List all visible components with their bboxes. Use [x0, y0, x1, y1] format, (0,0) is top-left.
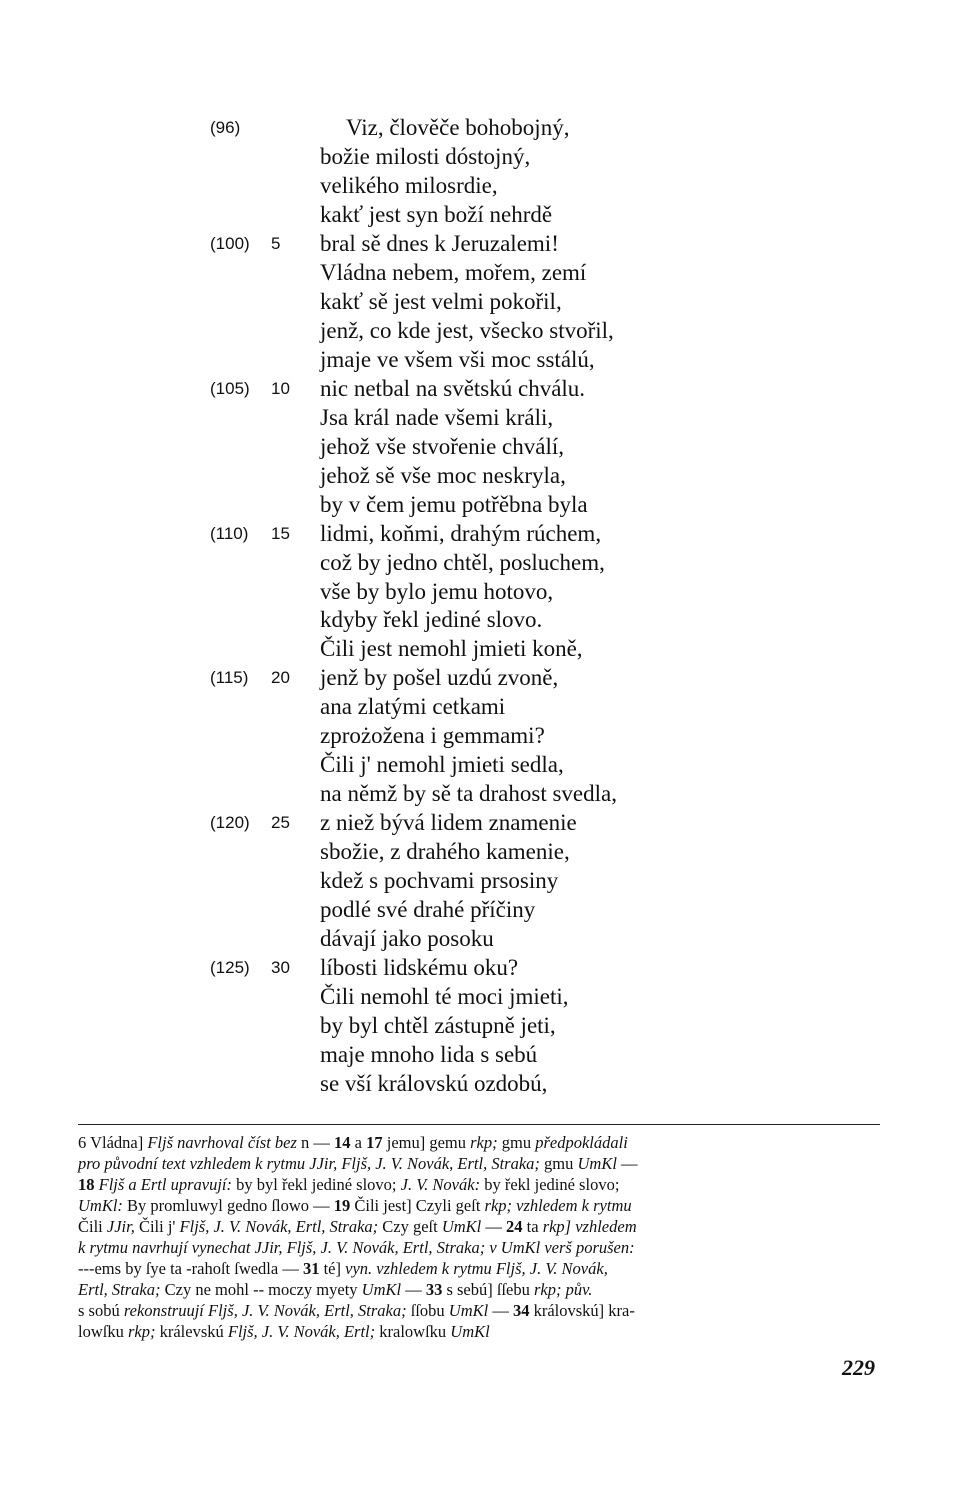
- edition-line-number: 5: [271, 233, 281, 253]
- footnote-segment: 14: [334, 1133, 351, 1152]
- footnote-segment: rkp; pův.: [534, 1280, 593, 1299]
- verse-text: zprożožena i gemmami?: [320, 723, 545, 749]
- footnote-segment: —: [616, 1154, 638, 1173]
- verse-text: jmaje ve všem vši moc sstálú,: [320, 346, 595, 372]
- verse-text: kdež s pochvami prsosiny: [320, 868, 559, 894]
- verse-line: [0, 462, 960, 491]
- footnote-segment: Čili jest] Czyli geſt: [350, 1196, 485, 1215]
- footnote-segment: 19: [333, 1196, 351, 1215]
- verse-text: podlé své drahé příčiny: [320, 897, 536, 923]
- footnote-segment: ---ems by ſye ta -rahoſt ſwedla —: [78, 1259, 303, 1278]
- footnote-segment: Czy geſt: [382, 1217, 442, 1236]
- verse-line: [0, 346, 960, 375]
- footnote-segment: královskú] kra-: [529, 1301, 635, 1320]
- footnote-segment: n —: [301, 1133, 335, 1152]
- verse-text: vše by bylo jemu hotovo,: [320, 578, 554, 604]
- verse-text: by v čem jemu potřěbna byla: [320, 491, 588, 517]
- footnote-segment: UmKl: [441, 1217, 482, 1236]
- footnote-segment: lowſku: [78, 1322, 128, 1341]
- footnote-segment: pro původní text vzhledem k rytmu JJir, Fljš, J. V. Novák, Ertl, Straka;: [78, 1154, 545, 1173]
- verse-line: [0, 578, 960, 607]
- verse-text: jehož vše stvořenie chválí,: [320, 433, 564, 459]
- footnote-segment: rkp;: [470, 1133, 502, 1152]
- verse-text: na němž by sě ta drahost svedla,: [320, 781, 617, 807]
- footnote-line: [78, 1132, 898, 1153]
- verse-line: [0, 433, 960, 462]
- verse-line: [0, 404, 960, 433]
- footnote-segment: 24: [506, 1217, 523, 1236]
- footnote-line: [78, 1174, 898, 1195]
- footnote-line: [78, 1216, 898, 1237]
- footnote-segment: té]: [319, 1259, 346, 1278]
- verse-line: [0, 896, 960, 925]
- footnote-segment: a: [350, 1133, 367, 1152]
- original-line-number: (120): [210, 813, 250, 833]
- original-line-number: (115): [210, 668, 249, 688]
- verse-text: Jsa král nade všemi králi,: [320, 404, 554, 430]
- verse-line: [0, 520, 960, 549]
- original-line-number: (100): [210, 233, 250, 253]
- footnote-segment: gmu: [501, 1133, 536, 1152]
- footnote-segment: Fljš, J. V. Novák, Ertl, Straka;: [179, 1217, 383, 1236]
- footnote-line: [78, 1237, 898, 1258]
- footnote-segment: králevskú: [159, 1322, 228, 1341]
- footnote-segment: 17: [366, 1133, 383, 1152]
- verse-text: božie milosti dóstojný,: [320, 143, 531, 169]
- footnote-line: [78, 1300, 898, 1321]
- verse-line: [0, 693, 960, 722]
- footnote-segment: rkp; vzhledem k rytmu: [484, 1196, 632, 1215]
- verse-text: bral sě dnes k Jeruzalemi!: [320, 230, 559, 256]
- verse-text: ana zlatými cetkami: [320, 694, 506, 720]
- verse-text: kdyby řekl jediné slovo.: [320, 607, 543, 633]
- footnote-segment: J. V. Novák:: [400, 1175, 485, 1194]
- verse-line: [0, 606, 960, 635]
- verse-text: jenž by pošel uzdú zvoně,: [320, 665, 559, 691]
- footnote-line: [78, 1279, 898, 1300]
- verse-line: [0, 1070, 960, 1099]
- edition-line-number: 25: [271, 813, 290, 833]
- footnote-segment: gmu: [544, 1154, 578, 1173]
- verse-text: z niež bývá lidem znamenie: [320, 810, 577, 836]
- footnote-segment: JJir,: [106, 1217, 139, 1236]
- verse-line: [0, 722, 960, 751]
- verse-text: dávají jako posoku: [320, 926, 494, 952]
- verse-text: líbosti lidskému oku?: [320, 955, 519, 981]
- footnote-segment: 31: [302, 1259, 320, 1278]
- verse-text: Viz, člověče bohobojný,: [346, 115, 570, 140]
- verse-text: maje mnoho lida s sebú: [320, 1042, 538, 1067]
- edition-line-number: 30: [271, 958, 290, 978]
- footnote-segment: Fljš navrhoval číst bez: [147, 1133, 302, 1152]
- verse-line: [0, 1012, 960, 1041]
- footnote-line: [78, 1153, 898, 1174]
- footnote-segment: ſſobu: [410, 1301, 449, 1320]
- verse-line: [0, 375, 960, 404]
- verse-text: by byl chtěl zástupně jeti,: [320, 1013, 556, 1039]
- footnote-segment: s sebú] ſſebu: [442, 1280, 534, 1299]
- footnote-segment: k rytmu navrhují vynechat JJir, Fljš, J. V. Novák, Ertl, Straka; v UmKl verš porušen:: [78, 1238, 635, 1257]
- verse-text: jenž, co kde jest, všecko stvořil,: [320, 317, 614, 343]
- footnote-segment: vyn. vzhledem k rytmu Fljš, J. V. Novák,: [345, 1259, 608, 1278]
- verse-line: [0, 317, 960, 346]
- footnote-segment: UmKl: [450, 1322, 490, 1341]
- footnote-segment: 18: [78, 1175, 95, 1194]
- footnote-segment: Ertl, Straka;: [78, 1280, 165, 1299]
- verse-text: Čili jest nemohl jmieti koně,: [320, 636, 583, 662]
- verse-text: sbožie, z drahého kamenie,: [320, 839, 570, 865]
- verse-line: [0, 172, 960, 201]
- footnote-rule: [78, 1124, 880, 1125]
- verse-text: Čili nemohl té moci jmieti,: [320, 984, 569, 1010]
- verse-line: [0, 925, 960, 954]
- verse-line: [0, 780, 960, 809]
- verse-line: [0, 838, 960, 867]
- edition-line-number: 20: [271, 668, 290, 688]
- verse-line: [0, 983, 960, 1012]
- verse-line: [0, 259, 960, 288]
- footnote-line: [78, 1321, 898, 1342]
- verse-text: nic netbal na světskú chválu.: [320, 375, 586, 401]
- footnote-line: [78, 1258, 898, 1279]
- verse-text: se vší královskú ozdobú,: [320, 1070, 548, 1096]
- verse-line: [0, 288, 960, 317]
- verse-line: [0, 143, 960, 172]
- footnote-segment: UmKl: [577, 1154, 617, 1173]
- footnote-segment: Čili: [78, 1217, 107, 1236]
- poem-text: [0, 114, 960, 1099]
- footnote-segment: rkp] vzhledem: [542, 1217, 637, 1236]
- verse-text: což by jedno chtěl, posluchem,: [320, 549, 605, 575]
- footnote-segment: —: [401, 1280, 426, 1299]
- verse-line: [0, 867, 960, 896]
- original-line-number: (125): [210, 958, 250, 978]
- original-line-number: (105): [210, 378, 250, 398]
- footnote-segment: předpokládali: [535, 1133, 628, 1152]
- page-number: 229: [842, 1355, 875, 1380]
- verse-line: [0, 549, 960, 578]
- verse-line: [0, 201, 960, 230]
- verse-line: [0, 491, 960, 520]
- critical-apparatus: [78, 1132, 898, 1342]
- footnote-segment: —: [488, 1301, 513, 1320]
- footnote-segment: rekonstruují Fljš, J. V. Novák, Ertl, Straka;: [123, 1301, 411, 1320]
- footnote-line: [78, 1195, 898, 1216]
- verse-text: kakť sě jest velmi pokořil,: [320, 288, 562, 314]
- footnote-segment: Czy ne mohl -- moczy myety: [164, 1280, 362, 1299]
- footnote-segment: UmKl: [448, 1301, 489, 1320]
- verse-text: Čili j' nemohl jmieti sedla,: [320, 752, 564, 778]
- verse-line: [0, 230, 960, 259]
- footnote-segment: by řekl jediné slovo;: [484, 1175, 620, 1194]
- verse-text: lidmi, koňmi, drahým rúchem,: [320, 520, 602, 546]
- original-line-number: (110): [210, 523, 249, 543]
- verse-text: Vládna nebem, mořem, zemí: [320, 259, 587, 285]
- footnote-segment: 34: [512, 1301, 530, 1320]
- verse-line: [0, 1041, 960, 1070]
- footnote-segment: Čili j': [138, 1217, 180, 1236]
- footnote-segment: UmKl: [361, 1280, 402, 1299]
- verse-text: kakť jest syn boží nehrdě: [320, 201, 553, 227]
- verse-line: [0, 635, 960, 664]
- footnote-segment: ta: [522, 1217, 543, 1236]
- verse-line: [0, 664, 960, 693]
- verse-text: velikého milosrdie,: [320, 172, 498, 198]
- original-line-number: (96): [210, 118, 241, 137]
- footnote-segment: —: [481, 1217, 507, 1236]
- footnote-segment: jemu] gemu: [382, 1133, 471, 1152]
- footnote-segment: 6 Vládna]: [78, 1133, 148, 1152]
- footnote-segment: UmKl:: [78, 1196, 128, 1215]
- footnote-segment: s sobú: [78, 1301, 124, 1320]
- footnote-segment: By promluwyl gedno ſlowo —: [127, 1196, 334, 1215]
- footnote-segment: Fljš, J. V. Novák, Ertl;: [227, 1322, 380, 1341]
- footnote-segment: kralowſku: [379, 1322, 451, 1341]
- verse-text: jehož sě vše moc neskryla,: [320, 462, 566, 488]
- footnote-segment: Fljš a Ertl upravují:: [94, 1175, 237, 1194]
- footnote-segment: by byl řekl jediné slovo;: [236, 1175, 401, 1194]
- edition-line-number: 10: [271, 378, 290, 398]
- verse-line: [0, 809, 960, 838]
- footnote-segment: rkp;: [127, 1322, 160, 1341]
- footnote-segment: 33: [425, 1280, 443, 1299]
- verse-line: [0, 114, 960, 143]
- verse-line: [0, 954, 960, 983]
- edition-line-number: 15: [271, 523, 290, 543]
- verse-line: [0, 751, 960, 780]
